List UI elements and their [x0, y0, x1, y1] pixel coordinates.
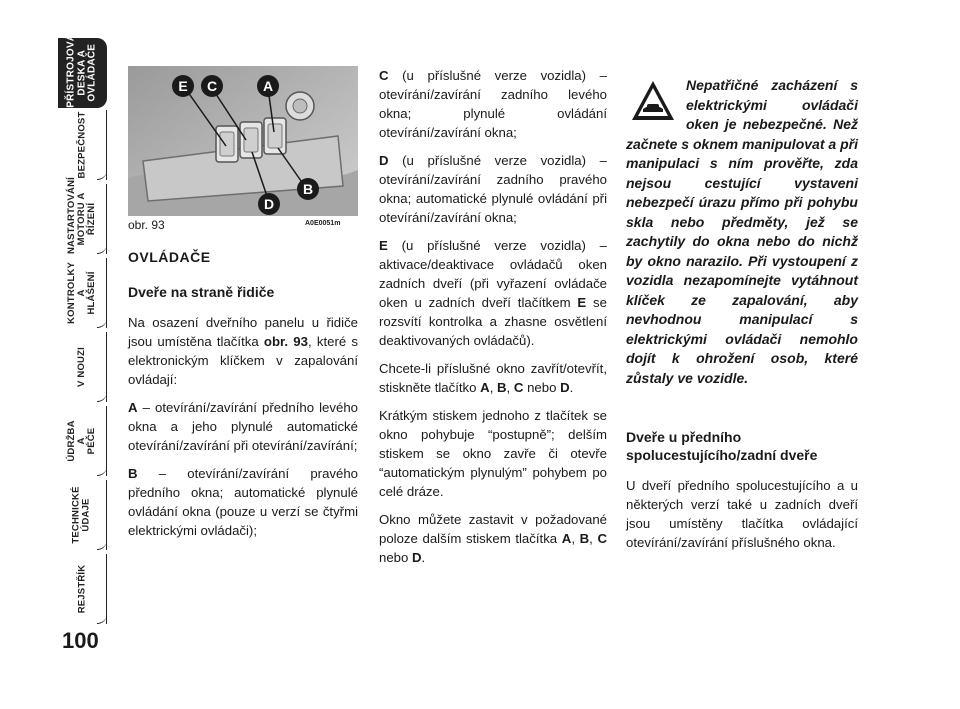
- passenger-door-subheading: Dveře u předního spolucestujícího/zadní dveře: [626, 429, 818, 463]
- tab-v-nouzi[interactable]: [58, 332, 107, 402]
- tab-label: REJSTŘÍK: [76, 564, 87, 614]
- tab-technicke-udaje[interactable]: [58, 480, 107, 550]
- callout-e: [172, 75, 194, 97]
- callout-d: [258, 193, 280, 215]
- section-heading: OVLÁDAČE: [128, 249, 211, 265]
- warning-box: [626, 76, 858, 388]
- item-e: E (u příslušné verze vozidla) – aktivace/deaktivace ovládačů oken zadních dveří (při vyřazení ovládače oken u zadních dveří tlačítkem E se rozsvítí kontrolka a zhasne osvětlení deaktivovaných ovládačů).: [379, 238, 607, 348]
- tab-udrzba[interactable]: [58, 406, 107, 476]
- short-press-paragraph: Krátkým stiskem jednoho z tlačítek se okno pohybuje “postupně”; delším stiskem se okno zavře či otevře “automatickým plynulým” pohybem po celé dráze.: [379, 408, 607, 499]
- passenger-door-text: U dveří předního spolucestujícího a u některých verzí také u zadních dveří jsou umístěny tlačítka ovládající otevírání/zavírání příslušného okna.: [626, 478, 858, 550]
- item-b: B – otevírání/zavírání pravého předního okna; automatické plynulé ovládání okna (pouze u verzí se čtyřmi elektrickými ovládači);: [128, 466, 358, 538]
- label-e: E: [178, 78, 188, 94]
- door-panel-illustration: [128, 66, 358, 216]
- tab-label: ÚDRŽBA A PÉČE: [66, 420, 97, 462]
- label-a: A: [262, 78, 274, 94]
- chapter-tab-strip: [58, 34, 106, 628]
- window-switch-figure: [128, 66, 358, 216]
- label-c: C: [206, 78, 218, 94]
- tab-rejstrik[interactable]: [58, 554, 107, 624]
- intro-paragraph: Na osazení dveřního panelu u řidiče jsou umístěna tlačítka obr. 93, které s elektronickým klíčkem v zapalování ovládají:: [128, 315, 358, 387]
- figure-reference: obr. 93: [263, 334, 308, 349]
- tab-label: PŘÍSTROJOVÁ DESKA A OVLÁDAČE: [65, 34, 98, 108]
- tab-kontrolky[interactable]: [58, 258, 107, 328]
- figure-caption: obr. 93: [128, 218, 165, 232]
- callout-c: [201, 75, 223, 97]
- tab-label: TECHNICKÉ ÚDAJE: [71, 486, 92, 544]
- driver-door-subheading: Dveře na straně řidiče: [128, 284, 275, 300]
- tab-label: BEZPEČNOST: [76, 111, 87, 179]
- callout-a: [257, 75, 279, 97]
- item-c: C (u příslušné verze vozidla) – otevírání/zavírání zadního levého okna; plynulé ovládání otevírání/zavírání okna;: [379, 68, 607, 140]
- tab-label: KONTROLKY A HLÁŠENÍ: [66, 261, 98, 324]
- label-d: D: [263, 196, 275, 212]
- page-number: 100: [62, 628, 99, 653]
- warning-triangle-icon: [630, 78, 676, 124]
- column-1: [128, 248, 358, 549]
- close-paragraph: Chcete-li příslušné okno zavřít/otevřít, stiskněte tlačítko A, B, C nebo D.: [379, 361, 607, 395]
- tab-label: V NOUZI: [76, 347, 87, 387]
- figure-code: A0E0051m: [305, 220, 341, 227]
- tab-bezpecnost[interactable]: [58, 110, 107, 180]
- tab-label: NASTARTOVÁNÍ MOTORU A ŘÍZENÍ: [66, 177, 97, 254]
- tab-pristrojova-deska[interactable]: [58, 34, 107, 108]
- label-b: B: [302, 181, 314, 197]
- column-2: [379, 66, 607, 576]
- column-3: [626, 76, 858, 561]
- stop-paragraph: Okno můžete zastavit v požadované poloze dalším stiskem tlačítka A, B, C nebo D.: [379, 512, 607, 565]
- callout-b: [297, 178, 319, 200]
- tab-nastartovani[interactable]: [58, 177, 107, 254]
- warning-text: Nepatřičné zacházení s elektrickými ovládači oken je nebezpečné. Než začnete s oknem manipulovat a při manipulaci s ním prověřte, zda nejsou cestující vystaveni nebezpečí úrazu přímo při pohybu skla nebo předměty, jež se zachytily do okna nebo do nichž by okno narazilo. Při vystoupení z vozidla nezapomínejte vytáhnout klíček ze zapalování, aby nevhodnou manipulací s elektrickými ovládači nemohlo dojít k ohrožení osob, které zůstaly ve vozidle.: [626, 77, 858, 386]
- item-a: A – otevírání/zavírání předního levého okna a jeho plynulé automatické otevírání/zavírání při otevírání/zavírání;: [128, 400, 358, 453]
- item-d: D (u příslušné verze vozidla) – otevírání/zavírání zadního pravého okna; automatické plynulé ovládání při otevírání/zavírání okna;: [379, 153, 607, 225]
